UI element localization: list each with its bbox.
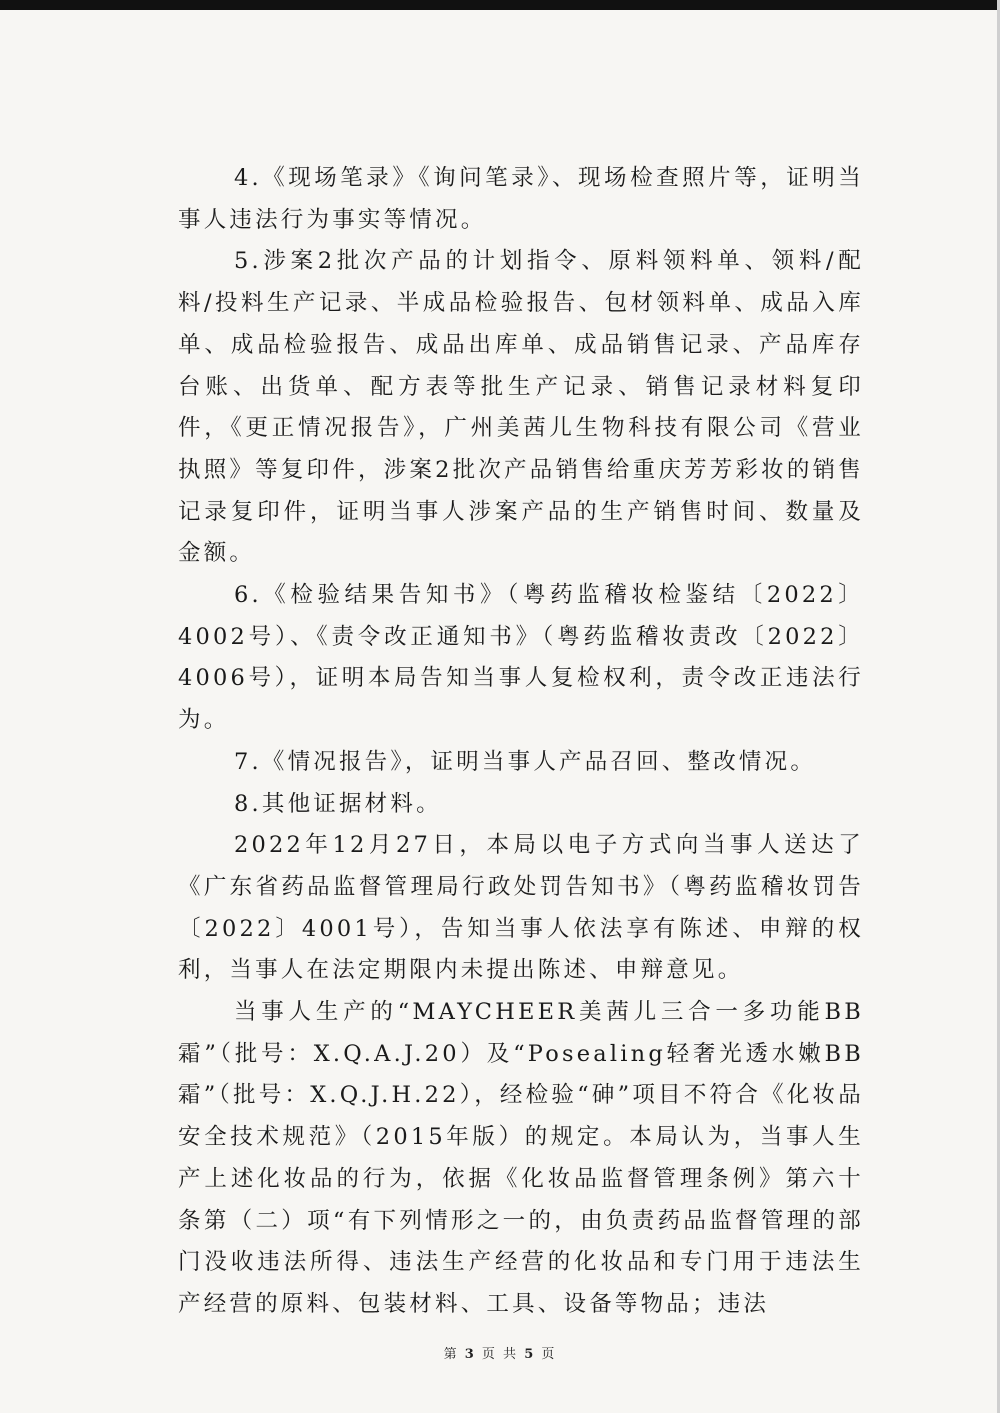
page-middle: 页 共 — [481, 1347, 519, 1362]
notice-delivery-paragraph: 2022年12月27日，本局以电子方式向当事人送达了《广东省药品监督管理局行政处罚告知书》（粤药监稽妆罚告〔2022〕4001号），告知当事人依法享有陈述、申辩的权利，当事人在法定期限内未提出陈述、申辩意见。 — [178, 832, 864, 984]
evidence-item-5: 5.涉案2批次产品的计划指令、原料领料单、领料/配料/投料生产记录、半成品检验报告、包材领料单、成品入库单、成品检验报告、成品出库单、成品销售记录、产品库存台账、出货单、配方表等批生产记录、销售记录材料复印件，《更正情况报告》，广州美茜儿生物科技有限公司《营业执照》等复印件，涉案2批次产品销售给重庆芳芳彩妆的销售记录复印件，证明当事人涉案产品的生产销售时间、数量及金额。 — [178, 248, 864, 567]
evidence-item-4: 4.《现场笔录》《询问笔录》、现场检查照片等，证明当事人违法行为事实等情况。 — [178, 165, 864, 233]
evidence-item-8: 8.其他证据材料。 — [234, 790, 442, 817]
page-number — [0, 1343, 1000, 1362]
page-suffix: 页 — [541, 1347, 557, 1362]
evidence-item-6: 6.《检验结果告知书》（粤药监稽妆检鉴结〔2022〕4002号）、《责令改正通知书》（粤药监稽妆责改〔2022〕4006号），证明本局告知当事人复检权利，责令改正违法行为。 — [178, 582, 864, 734]
page-current: 3 — [464, 1347, 476, 1362]
page-prefix: 第 — [443, 1347, 459, 1362]
finding-paragraph: 当事人生产的“MAYCHEER美茜儿三合一多功能BB霜”（批号：X.Q.A.J.20）及“Posealing轻奢光透水嫩BB霜”（批号：X.Q.J.H.22），经检验“砷”项目不符合《化妆品安全技术规范》（2015年版）的规定。本局认为，当事人生产上述化妆品的行为，依据《化妆品监督管理条例》第六十条第（二）项“有下列情形之一的，由负责药品监督管理的部门没收违法所得、违法生产经营的化妆品和专门用于违法生产经营的原料、包装材料、工具、设备等物品；违法 — [178, 999, 864, 1317]
document-body — [178, 158, 864, 1326]
evidence-item-7: 7.《情况报告》，证明当事人产品召回、整改情况。 — [234, 748, 817, 775]
page-total: 5 — [524, 1347, 536, 1362]
scan-top-border — [0, 0, 1000, 10]
